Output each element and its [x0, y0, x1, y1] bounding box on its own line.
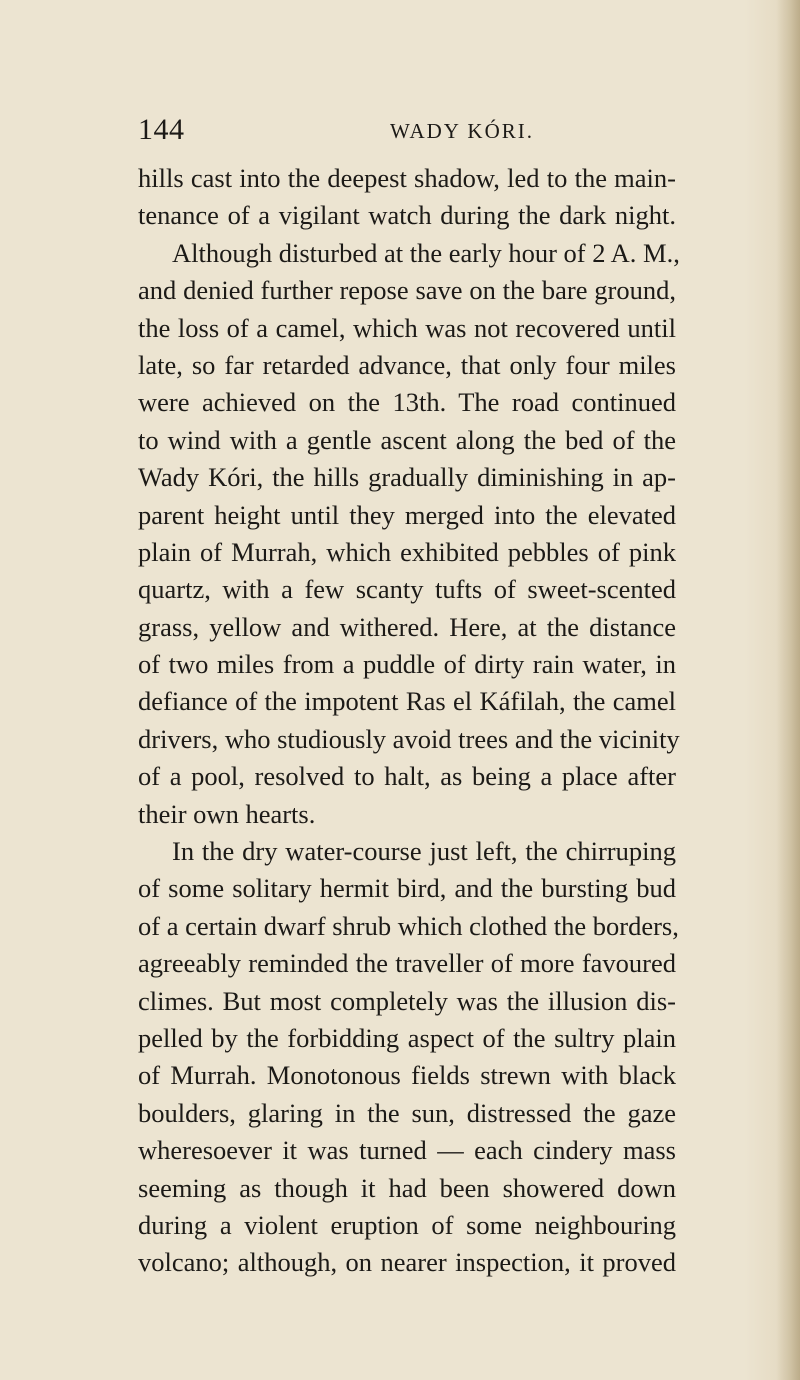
text-line: agreeably reminded the traveller of more favoured [138, 948, 676, 979]
text-line: tenance of a vigilant watch during the dark night. [138, 200, 676, 231]
text-line: In the dry water-course just left, the chirruping [172, 836, 676, 867]
text-line: defiance of the impotent Ras el Káfilah, the camel [138, 686, 676, 717]
text-line: of a pool, resolved to halt, as being a place after [138, 761, 676, 792]
text-line: plain of Murrah, which exhibited pebbles of pink [138, 536, 676, 567]
text-line: parent height until they merged into the elevated [138, 499, 676, 530]
text-line: hills cast into the deepest shadow, led to the main- [138, 163, 676, 193]
text-line: volcano; although, on nearer inspection, it proved [138, 1247, 676, 1278]
text-line: pelled by the forbidding aspect of the sultry plain [138, 1022, 676, 1053]
text-line: of a certain dwarf shrub which clothed the borders, [138, 910, 679, 941]
body-text [138, 160, 680, 1282]
running-head: WADY KÓRI. [389, 119, 535, 143]
text-line: boulders, glaring in the sun, distressed the gaze [138, 1097, 676, 1128]
page-number: 144 [138, 113, 185, 146]
text-line: climes. But most completely was the illusion dis- [138, 985, 676, 1016]
page-header [138, 112, 676, 148]
text-line: quartz, with a few scanty tufts of sweet-scented [138, 574, 676, 605]
text-line: of some solitary hermit bird, and the bursting bud [138, 873, 676, 904]
text-line: grass, yellow and withered. Here, at the distance [138, 611, 676, 642]
text-line: wheresoever it was turned — each cindery mass [138, 1135, 676, 1166]
text-line: of two miles from a puddle of dirty rain water, in [138, 649, 676, 680]
page-edge-shadow [776, 0, 800, 1380]
text-line: of Murrah. Monotonous fields strewn with black [138, 1060, 676, 1091]
text-line: Wady Kóri, the hills gradually diminishing in ap- [138, 462, 676, 493]
text-line: were achieved on the 13th. The road continued [138, 387, 676, 418]
text-line: and denied further repose save on the bare ground, [138, 275, 676, 306]
text-line: to wind with a gentle ascent along the bed of the [138, 424, 676, 455]
text-line: the loss of a camel, which was not recovered until [138, 312, 676, 343]
text-line: late, so far retarded advance, that only four miles [138, 349, 676, 380]
text-line: their own hearts. [138, 798, 316, 829]
text-line: seeming as though it had been showered down [138, 1172, 676, 1203]
text-line: drivers, who studiously avoid trees and the vicinity [138, 723, 680, 754]
text-line: during a violent eruption of some neighbouring [138, 1209, 676, 1240]
text-line: Although disturbed at the early hour of 2 A. M., [172, 237, 680, 268]
